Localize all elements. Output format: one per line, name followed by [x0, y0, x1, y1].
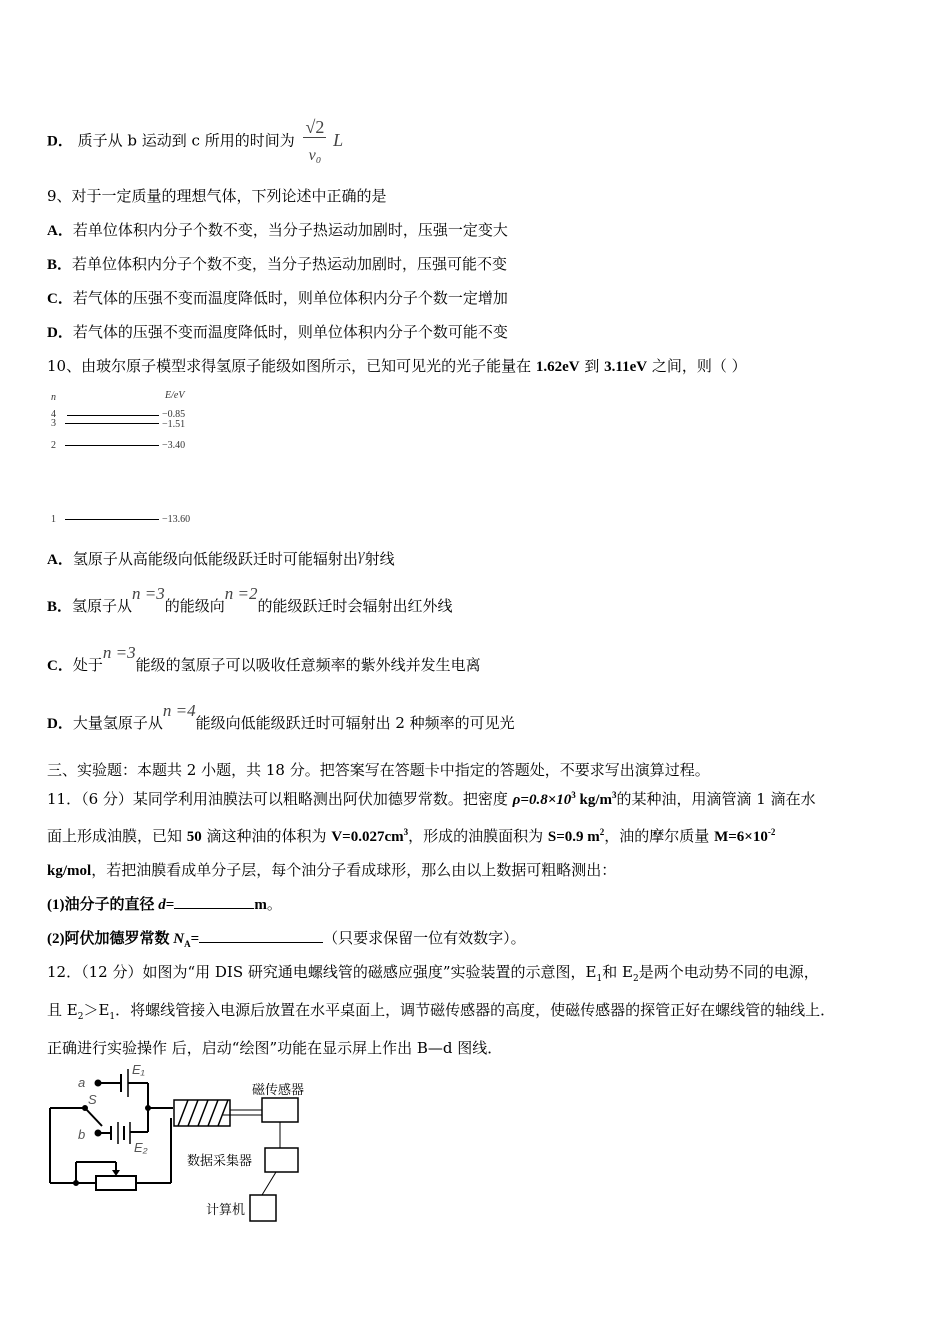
magnetic-sensor-label: 磁传感器 [252, 1083, 305, 1098]
density-value: ρ=0.8×10 [512, 792, 572, 808]
math-n4: n =4 [162, 701, 196, 720]
text: 面上形成油膜，已知 [47, 827, 187, 845]
exponent: 2 [599, 827, 605, 837]
text: ，形成的油膜面积为 [408, 827, 548, 845]
text: (2)阿伏加德罗常数 [47, 931, 174, 947]
n-axis-label: n [51, 392, 56, 403]
text: (1)油分子的直径 [47, 897, 159, 913]
stem-text: 到 [579, 357, 605, 375]
variable-na: N [173, 931, 185, 947]
battery-e1-label: E₁ [132, 1062, 145, 1077]
level-line-3 [65, 423, 159, 424]
q9-option-d [47, 322, 508, 343]
terminal-a-label: a [78, 1075, 86, 1090]
section-heading: 三、实验题：本题共 2 小题，共 18 分。把答案写在答题卡中指定的答题处，不要求写出演算过程。 [47, 761, 710, 779]
option-text: 氢原子从高能级向低能级跃迁时可能辐射出 [72, 550, 358, 568]
math-n3: n =3 [132, 584, 165, 603]
text: ，若把油膜看成单分子层，每个油分子看成球形，那么由以上数据可粗略测出： [91, 861, 617, 879]
q9-option-c [47, 288, 508, 309]
text: ，油的摩尔质量 [604, 827, 715, 845]
q10-option-c [47, 643, 481, 676]
fraction-denominator: v₀ [308, 147, 322, 164]
option-text: 若单位体积内分子个数不变，当分子热运动加剧时，压强可能不变 [72, 255, 508, 273]
unit: m [254, 897, 267, 913]
variable-d: d [158, 897, 166, 913]
fraction-numerator: √2 [305, 117, 325, 137]
option-text: 质子从 b 运动到 c 所用的时间为 [77, 131, 295, 150]
exponent: 3 [612, 790, 617, 800]
text: 是两个电动势不同的电源， [638, 963, 819, 981]
energy-high: 3.11eV [604, 359, 648, 375]
drop-count: 50 [186, 829, 202, 845]
subscript: 1 [596, 974, 603, 984]
data-collector-label: 数据采集器 [187, 1154, 253, 1169]
option-text: 能级的氢原子可以吸收任意频率的紫外线并发生电离 [135, 656, 481, 674]
text: = [165, 897, 175, 913]
math-n2: n =2 [224, 584, 258, 603]
exponent: 3 [403, 827, 409, 837]
text: 滴这种油的体积为 [201, 827, 332, 845]
q12-line-3: 正确进行实验操作 后，启动“绘图”功能在显示屏上作出 B—d 图线． [47, 1039, 503, 1057]
unit: kg/m [575, 792, 613, 808]
option-letter: A． [47, 552, 73, 568]
text: 和 E [602, 963, 633, 981]
option-letter: B． [47, 257, 73, 273]
stem-text: 10、由玻尔原子模型求得氢原子能级如图所示，已知可见光的光子能量在 [47, 357, 536, 375]
option-text: 若气体的压强不变而温度降低时，则单位体积内分子个数一定增加 [72, 289, 508, 307]
q10-option-d [47, 701, 515, 734]
level-line-1 [65, 519, 159, 520]
subscript: A [184, 939, 191, 949]
time-fraction [303, 117, 326, 166]
text: = [190, 931, 200, 947]
q11-sub-1 [47, 894, 282, 915]
level-n: 2 [51, 440, 56, 451]
q11-line-3 [47, 860, 616, 881]
option-letter: B． [47, 599, 73, 615]
energy-axis-label: E/eV [165, 390, 185, 401]
terminal-b-label: b [78, 1127, 86, 1142]
text: 的某种油，用滴管滴 1 滴在水 [616, 790, 816, 808]
q10-stem [47, 356, 747, 377]
q8-option-d [47, 117, 343, 166]
subscript: 2 [632, 974, 639, 984]
option-letter: D． [47, 716, 73, 732]
option-letter: D． [47, 325, 73, 341]
q10-option-b [47, 584, 453, 617]
energy-low: 1.62eV [535, 359, 580, 375]
computer-label: 计算机 [206, 1203, 246, 1218]
subscript: 1 [109, 1012, 116, 1022]
level-energy: −1.51 [162, 419, 186, 430]
energy-level-diagram [45, 388, 215, 528]
level-line-4 [67, 415, 159, 416]
level-energy: −13.60 [162, 514, 191, 525]
option-text: 能级向低能级跃迁时可辐射出 2 种频率的可见光 [195, 714, 515, 732]
fraction-suffix: L [333, 129, 344, 150]
level-energy: −0.85 [162, 409, 186, 420]
option-letter: C． [47, 291, 73, 307]
level-line-2 [65, 445, 159, 446]
q11-line-2 [47, 822, 775, 847]
q9-option-b [47, 254, 507, 275]
unit: kg/mol [47, 863, 92, 879]
level-n: 1 [51, 514, 56, 525]
level-n: 3 [51, 418, 56, 429]
option-letter: A． [47, 223, 73, 239]
stem-text: 之间，则（ ） [647, 357, 747, 375]
area-value: S=0.9 m [547, 829, 600, 845]
text: 11．（6 分）某同学利用油膜法可以粗略测出阿伏加德罗常数。把密度 [47, 790, 513, 808]
option-text: 氢原子从 [72, 597, 133, 615]
q12-line-1 [47, 962, 819, 989]
option-text: 若单位体积内分子个数不变，当分子热运动加剧时，压强一定变大 [72, 221, 508, 239]
option-text: 的能级跃迁时会辐射出红外线 [257, 597, 453, 615]
battery-e2-label: E₂ [134, 1140, 148, 1155]
switch-s-label: S [88, 1092, 97, 1107]
text: ＞E [83, 1001, 110, 1019]
molar-mass-value: M=6×10 [714, 829, 768, 845]
q11-line-1 [47, 785, 816, 810]
q9-option-a [47, 220, 508, 241]
subscript: 2 [77, 1012, 84, 1022]
option-text: 的能级向 [164, 597, 225, 615]
option-text: 若气体的压强不变而温度降低时，则单位体积内分子个数可能不变 [72, 323, 508, 341]
circuit-diagram [40, 1060, 340, 1230]
q11-sub-2 [47, 928, 526, 954]
option-letter: C． [47, 658, 73, 674]
q10-option-a [47, 545, 395, 570]
level-energy: −3.40 [162, 440, 186, 451]
q12-line-2 [47, 1000, 835, 1027]
q9-stem: 9、对于一定质量的理想气体，下列论述中正确的是 [47, 187, 387, 205]
gamma-symbol: γ [357, 545, 365, 564]
option-text: 处于 [72, 656, 103, 674]
volume-value: V=0.027cm [331, 829, 404, 845]
answer-blank-diameter[interactable] [174, 908, 254, 909]
level-n: 4 [51, 409, 56, 420]
text: ．将螺线管接入电源后放置在水平桌面上，调节磁传感器的高度，使磁传感器的探管正好在螺线管的轴线上． [115, 1001, 836, 1019]
option-text: 大量氢原子从 [72, 714, 163, 732]
circuit-schematic [40, 1060, 340, 1230]
exponent: 3 [571, 790, 576, 800]
exponent: -2 [767, 827, 776, 837]
text: 且 E [47, 1001, 78, 1019]
option-text: 射线 [364, 550, 395, 568]
answer-blank-avogadro[interactable] [199, 942, 323, 943]
option-letter: D． [47, 133, 73, 150]
text: （只要求保留一位有效数字）。 [323, 929, 526, 947]
text: 12．（12 分）如图为“用 DIS 研究通电螺线管的磁感应强度”实验装置的示意图，E [47, 963, 597, 981]
text: 。 [266, 895, 282, 913]
math-n3: n =3 [102, 643, 136, 662]
